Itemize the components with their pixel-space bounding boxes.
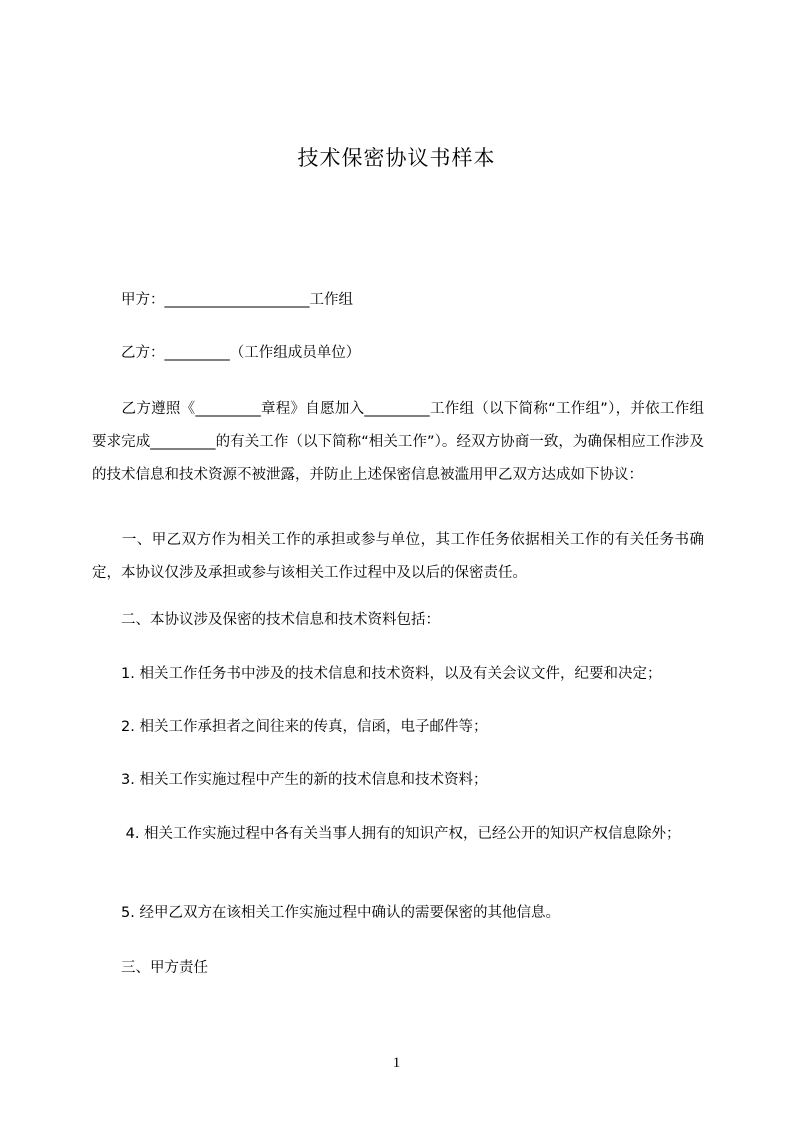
party-b-line: 乙方：_________（工作组成员单位） xyxy=(92,345,361,361)
clause-2-heading: 二、本协议涉及保密的技术信息和技术资料包括： xyxy=(92,612,440,628)
list-item-1: 1. 相关工作任务书中涉及的技术信息和技术资料，以及有关会议文件，纪要和决定； xyxy=(92,666,662,682)
list-item-3: 3. 相关工作实施过程中产生的新的技术信息和技术资料； xyxy=(92,772,488,788)
list-item-4: 4. 相关工作实施过程中各有关当事人拥有的知识产权，已经公开的知识产权信息除外； xyxy=(92,826,681,842)
document-title: 技术保密协议书样本 xyxy=(297,146,496,170)
list-item-2: 2. 相关工作承担者之间往来的传真，信函，电子邮件等； xyxy=(92,719,488,735)
clause-3-heading: 三、甲方责任 xyxy=(92,960,208,976)
party-a-line: 甲方：____________________工作组 xyxy=(92,292,353,308)
clause-1-paragraph: 一、甲乙双方作为相关工作的承担或参与单位，其工作任务依据相关工作的有关任务书确定，本协议仅涉及承担或参与该相关工作过程中及以后的保密责任。 xyxy=(92,532,704,581)
list-item-5: 5. 经甲乙双方在该相关工作实施过程中确认的需要保密的其他信息。 xyxy=(92,905,560,921)
page-number: 1 xyxy=(392,1055,401,1071)
preamble-paragraph: 乙方遵照《_________章程》自愿加入_________工作组（以下简称“工作组”），并依工作组要求完成_________的有关工作（以下简称“相关工作”）。经双方协商一致，为确保相应工作涉及的技术信息和技术资源不被泄露，并防止上述保密信息被滥用甲乙双方达成如下协议： xyxy=(92,401,704,483)
